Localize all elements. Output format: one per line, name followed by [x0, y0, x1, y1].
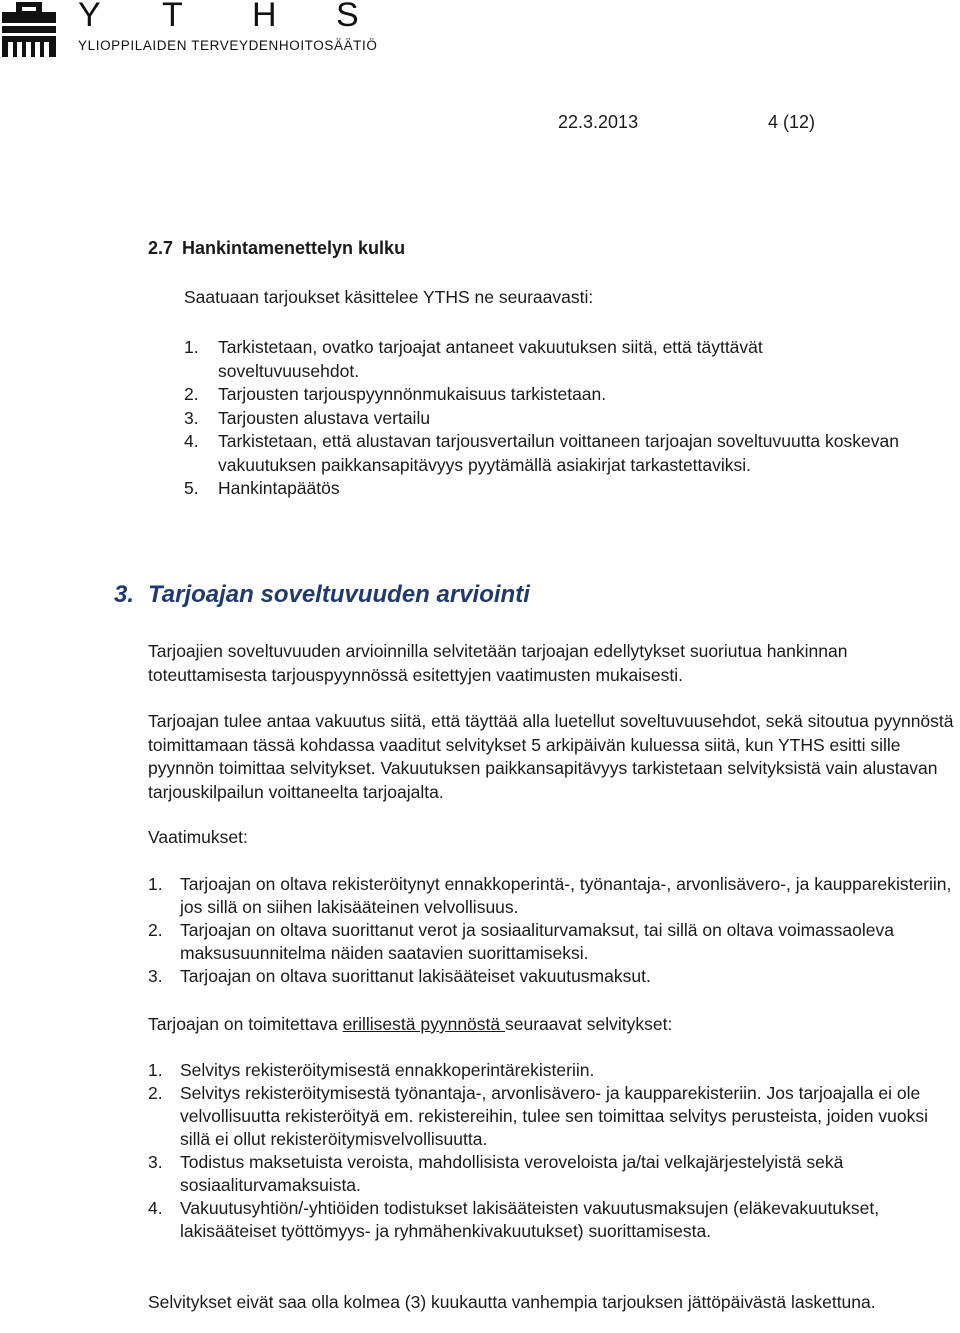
list-item: 3. Todistus maksetuista veroista, mahdollisista veroveloista ja/tai velkajärjestelyistä sekä sosiaaliturvamaksuista.: [148, 1152, 844, 1195]
underlined-phrase: erillisestä pyynnöstä: [342, 1014, 506, 1034]
yths-logo-icon: [2, 2, 56, 57]
paragraph-declaration: Tarjoajan tulee antaa vakuutus siitä, että täyttää alla luetellut soveltuvuusehdot, sekä sitoutua pyynnöstä toimittamaan tässä kohdassa vaaditut selvitykset 5 arkipäivän kuluessa siitä, kun YTHS esitti sille pyynnön toimittaa selvitykset. Vakuutuksen paikkansapitävyys tarkistetaan selvityksistä vain alustavan tarjouskilpailun voittaneelta tarjoajalta.: [148, 711, 954, 802]
list-item: 1. Selvitys rekisteröitymisestä ennakkoperintärekisteriin.: [148, 1060, 595, 1080]
section-title: Hankintamenettelyn kulku: [182, 238, 406, 258]
procedure-steps-list: [184, 336, 904, 501]
list-item: 2. Tarjousten tarjouspyynnönmukaisuus tarkistetaan.: [184, 384, 607, 404]
section-title: Tarjoajan soveltuvuuden arviointi: [148, 581, 530, 608]
paragraph-closing: Selvitykset eivät saa olla kolmea (3) kuukautta vanhempia tarjouksen jättöpäivästä laskettuna.: [148, 1292, 876, 1312]
list-item: 2. Tarjoajan on oltava suorittanut verot ja sosiaaliturvamaksut, tai sillä on oltava voimassaoleva maksusuunnitelma näiden saatavien suorittamiseksi.: [148, 920, 894, 963]
section-number: 2.7: [148, 238, 174, 258]
list-item: 4. Tarkistetaan, että alustavan tarjousvertailun voittaneen tarjoajan soveltuvuutta koskevan vakuutuksen paikkansapitävyys pyytämällä asiakirjat tarkastettaviksi.: [184, 431, 899, 475]
section-heading-2-7: [148, 238, 405, 259]
section-number: 3.: [114, 581, 135, 608]
page-number: 4 (12): [768, 112, 816, 132]
list-item: 4. Vakuutusyhtiön/-yhtiöiden todistukset lakisääteisten vakuutusmaksujen (eläkevakuutukset, lakisääteiset työttömyys- ja ryhmähenkivakuutukset) suorittamisesta.: [148, 1198, 880, 1241]
requirements-list: [148, 873, 960, 988]
documents-list: [148, 1059, 960, 1243]
list-item: 1. Tarkistetaan, ovatko tarjoajat antaneet vakuutuksen siitä, että täyttävät soveltuvuusehdot.: [184, 337, 763, 381]
paragraph-deliverables: Tarjoajan on toimitettava erillisestä pyynnöstä seuraavat selvitykset:: [148, 1014, 673, 1034]
list-item: 2. Selvitys rekisteröitymisestä työnantaja-, arvonlisävero- ja kaupparekisteriin. Jos tarjoajalla ei ole velvollisuutta rekisteröityä em. rekistereihin, tulee sen toimittaa selvitys perusteista, joiden vuoksi sillä ei ollut rekisteröitymisvelvollisuutta.: [148, 1083, 928, 1149]
logo-letters: Y T H S: [78, 0, 359, 34]
logo-subtitle: YLIOPPILAIDEN TERVEYDENHOITOSÄÄTIÖ: [78, 38, 378, 53]
requirements-label: Vaatimukset:: [148, 827, 248, 847]
list-item: 3. Tarjousten alustava vertailu: [184, 407, 431, 428]
section-heading-3: [114, 581, 530, 609]
list-item: 5. Hankintapäätös: [184, 478, 340, 498]
paragraph-assessment: Tarjoajien soveltuvuuden arvioinnilla selvitetään tarjoajan edellytykset suoriutua hankinnan toteuttamisesta tarjouspyynnössä esitettyjen vaatimusten mukaisesti.: [148, 641, 848, 685]
yths-logo: [0, 0, 378, 60]
section-intro: Saatuaan tarjoukset käsittelee YTHS ne seuraavasti:: [184, 287, 594, 307]
list-item: 1. Tarjoajan on oltava rekisteröitynyt ennakkoperintä-, työnantaja-, arvonlisävero-, ja kaupparekisteriin, jos sillä on siihen lakisääteinen velvollisuus.: [148, 874, 952, 917]
document-date: 22.3.2013: [558, 112, 639, 132]
list-item: 3. Tarjoajan on oltava suorittanut lakisääteiset vakuutusmaksut.: [148, 966, 651, 986]
